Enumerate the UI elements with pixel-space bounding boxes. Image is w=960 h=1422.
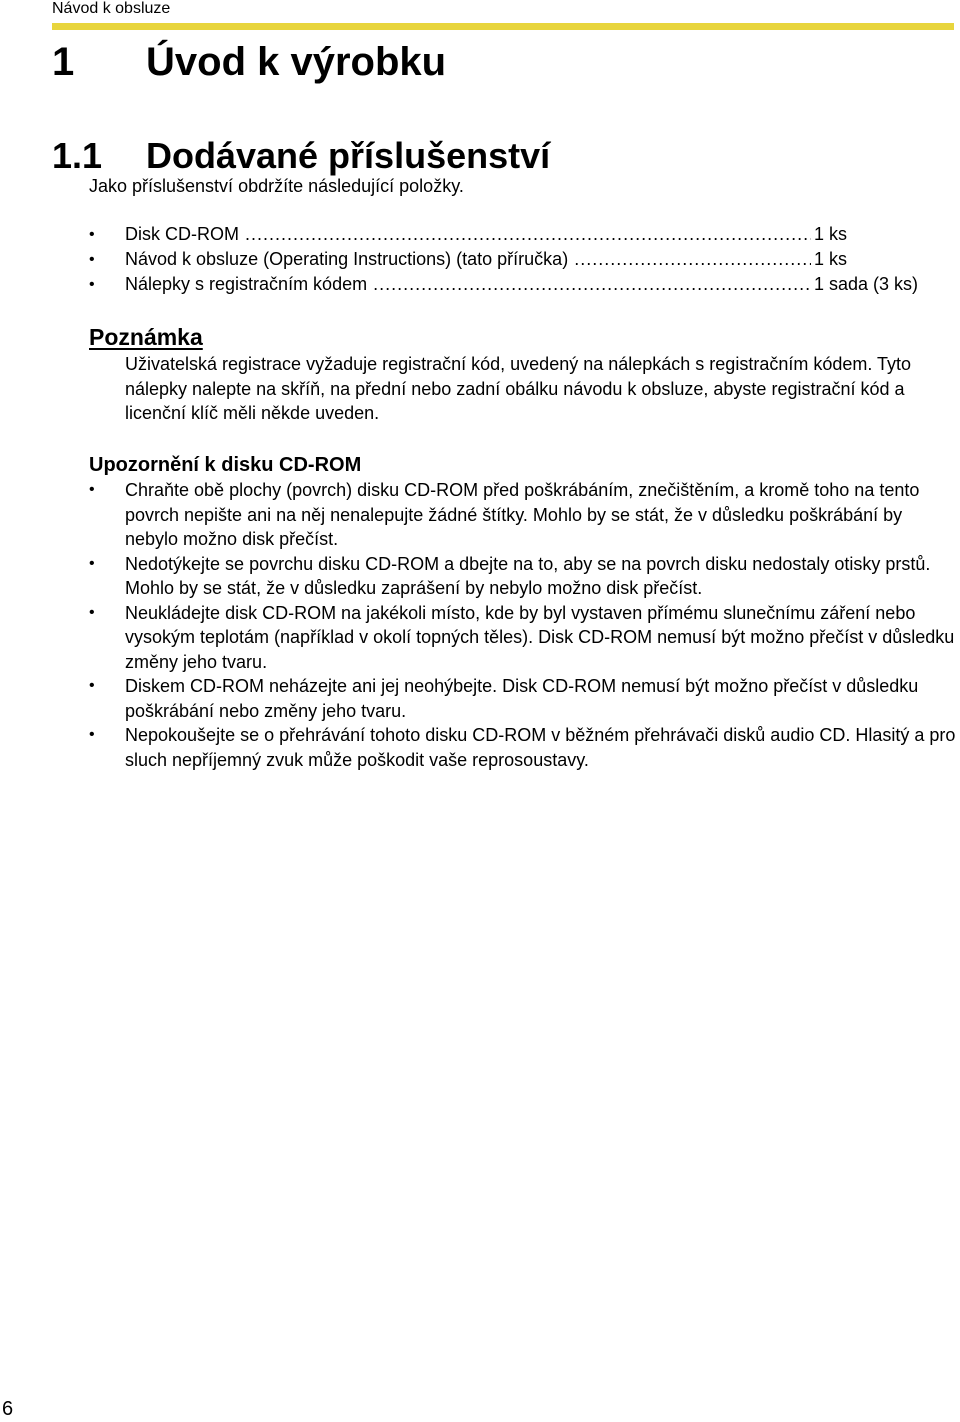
- list-item: [89, 674, 957, 723]
- bullet-icon: •: [89, 554, 95, 572]
- note-heading: Poznámka: [89, 324, 203, 350]
- note-text: Uživatelská registrace vyžaduje registrační kód, uvedený na nálepkách s registračním kódem. Tyto nálepky nalepte na skříň, na přední nebo zadní obálku návodu k obsluze, abyste registrační kód a licenční klíč měli někde uveden.: [125, 354, 912, 423]
- bullet-icon: •: [89, 226, 95, 243]
- bullet-icon: •: [89, 251, 95, 268]
- caution-item-text: Nedotýkejte se povrchu disku CD-ROM a dbejte na to, aby se na povrch disku nedostaly otisky prstů. Mohlo by se stát, že v důsledku zaprášení by nebylo možno disk přečíst.: [125, 553, 931, 598]
- item-quantity: 1 ks: [814, 249, 848, 269]
- caution-item-text: Chraňte obě plochy (povrch) disku CD-ROM před poškrábáním, znečištěním, a kromě toho na tento povrch nepište ani na něj nenalepujte žádné štítky. Mohlo by se stát, že v důsledku poškrábání by nebylo možno disk přečíst.: [125, 480, 920, 549]
- page-number: 6: [2, 1398, 14, 1420]
- package-contents-list: [89, 222, 949, 297]
- bullet-icon: •: [89, 677, 95, 694]
- list-item: [89, 272, 949, 297]
- list-item: [89, 478, 957, 552]
- caution-heading: Upozornění k disku CD-ROM: [89, 454, 362, 476]
- bullet-icon: •: [89, 603, 95, 621]
- chapter-title-text: Úvod k výrobku: [146, 40, 447, 84]
- caution-item-text: Neukládejte disk CD-ROM na jakékoli místo, kde by byl vystaven přímému slunečnímu záření nebo vysokým teplotám (například v okolí topných těles). Disk CD-ROM nemusí být možno přečíst v důsledku změny jeho tvaru.: [125, 602, 955, 672]
- bullet-icon: •: [89, 481, 95, 498]
- chapter-title: [52, 38, 446, 86]
- item-quantity: 1 sada (3 ks): [814, 274, 919, 294]
- section-number: 1.1: [52, 135, 103, 176]
- bullet-icon: •: [89, 726, 95, 743]
- chapter-number: 1: [52, 40, 75, 84]
- caution-item-text: Diskem CD-ROM neházejte ani jej neohýbejte. Disk CD-ROM nemusí být možno přečíst v důsledku poškrábání nebo změny jeho tvaru.: [125, 676, 919, 721]
- list-item: [89, 552, 957, 601]
- section-title: [52, 134, 550, 178]
- list-item: [89, 222, 949, 247]
- section-title-text: Dodávané příslušenství: [146, 135, 551, 176]
- caution-list: [89, 478, 957, 772]
- item-quantity: 1 ks: [814, 224, 848, 244]
- caution-item-text: Nepokoušejte se o přehrávání tohoto disku CD-ROM v běžném přehrávači disků audio CD. Hlasitý a pro sluch nepříjemný zvuk může poškodit vaše reprosoustavy.: [125, 725, 956, 770]
- item-name: Návod k obsluze (Operating Instructions) (tato příručka) .....: [125, 247, 811, 272]
- header-rule: [52, 23, 954, 30]
- bullet-icon: •: [89, 276, 95, 293]
- item-name: Disk CD-ROM .....: [125, 222, 811, 247]
- list-item: [89, 601, 957, 675]
- section-intro: Jako příslušenství obdržíte následující položky.: [89, 176, 464, 196]
- list-item: [89, 723, 957, 772]
- item-name: Nálepky s registračním kódem .....: [125, 272, 811, 297]
- list-item: [89, 247, 949, 272]
- running-header: Návod k obsluze: [52, 0, 171, 17]
